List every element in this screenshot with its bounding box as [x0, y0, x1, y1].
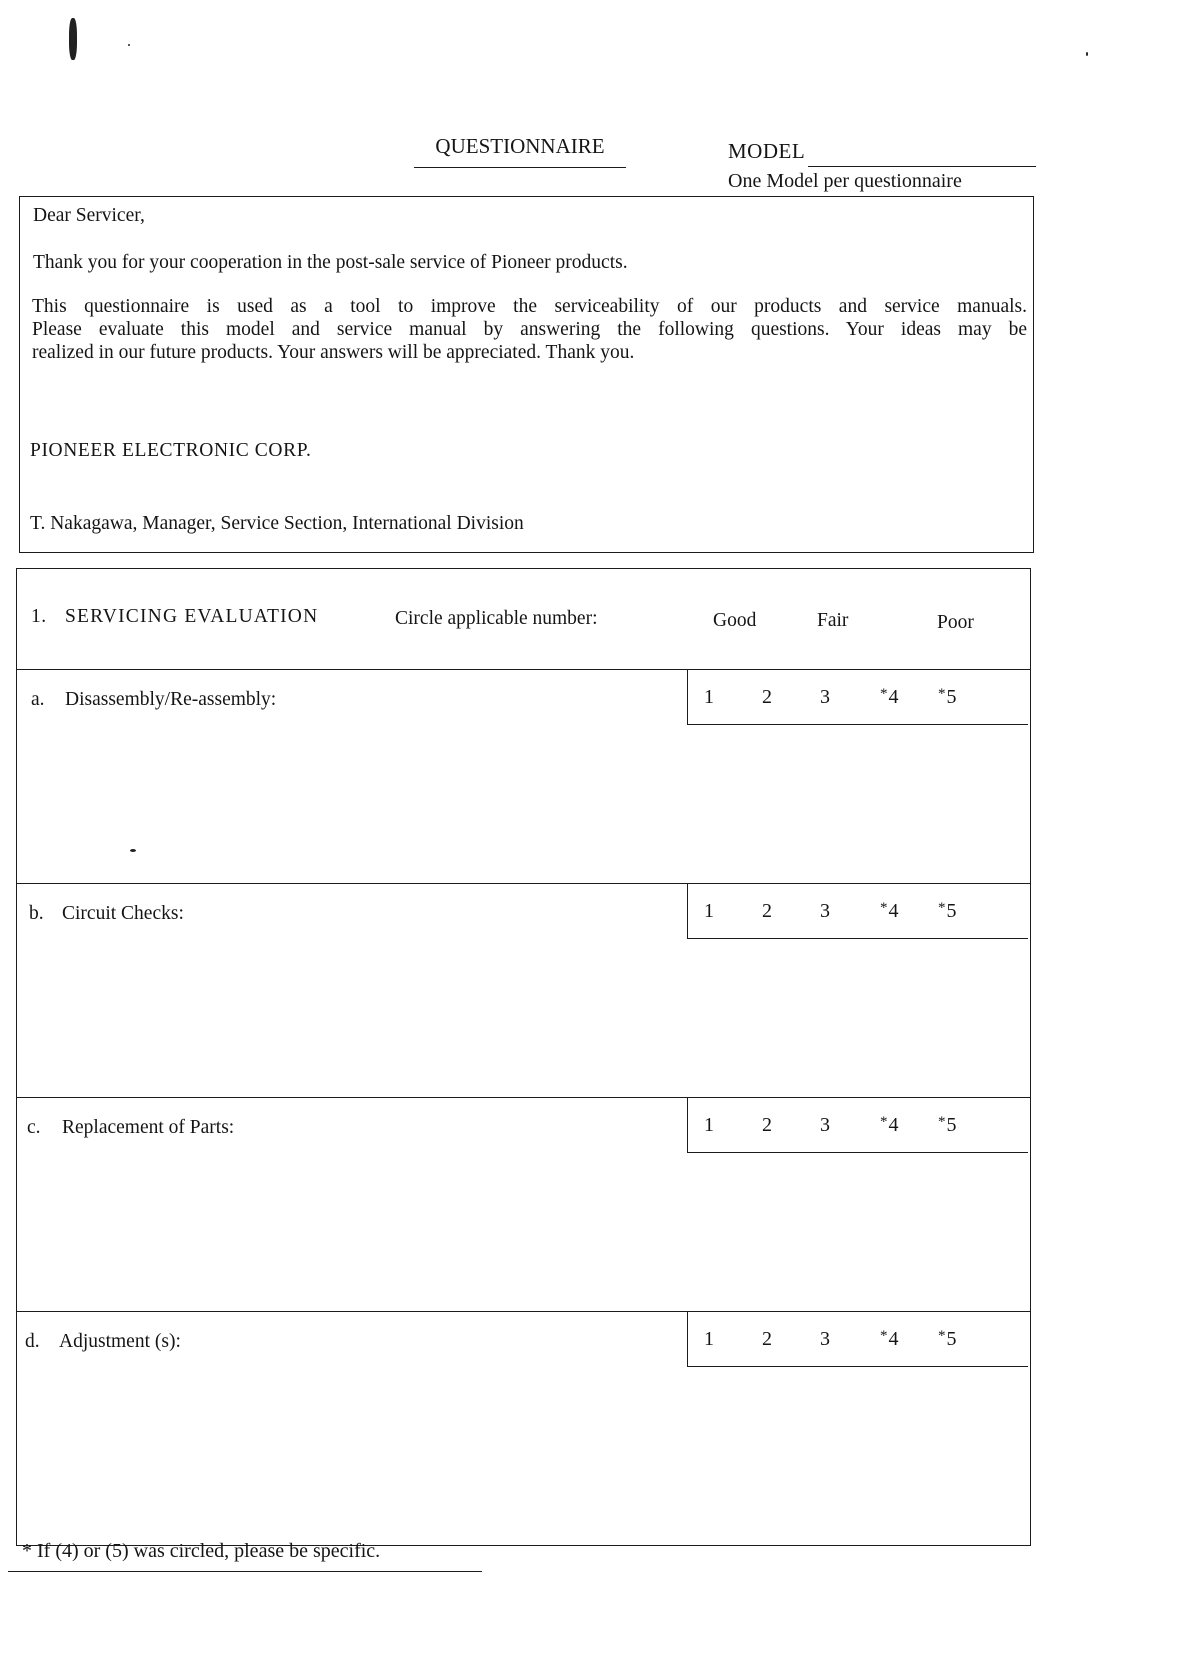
rating-option-1[interactable]: 1	[704, 1114, 714, 1136]
letter-body-line: realized in our future products. Your answers will be appreciated. Thank you.	[32, 342, 635, 363]
footnote: * If (4) or (5) was circled, please be specific.	[8, 1540, 482, 1572]
item-letter: c.	[27, 1117, 41, 1138]
rating-option-3[interactable]: 3	[820, 686, 830, 708]
rating-box-replacement-of-parts	[687, 1098, 1028, 1153]
letter-body-line: This questionnaire is used as a tool to improve the serviceability of our products and service manuals.	[32, 296, 1027, 317]
rating-option-2[interactable]: 2	[762, 1114, 772, 1136]
letter-box	[19, 196, 1034, 553]
rating-option-5-value: 5	[946, 1114, 957, 1136]
model-note: One Model per questionnaire	[728, 170, 962, 192]
rating-box-adjustment	[687, 1312, 1028, 1367]
asterisk-mark: *	[880, 686, 888, 702]
rating-option-5[interactable]	[938, 1114, 957, 1137]
letter-body	[32, 295, 1027, 364]
rating-box-circuit-checks	[687, 884, 1028, 939]
rating-option-5-value: 5	[946, 900, 957, 922]
rating-option-2[interactable]: 2	[762, 1328, 772, 1350]
item-label-adjustment: Adjustment (s):	[59, 1331, 181, 1352]
item-letter: d.	[25, 1331, 40, 1352]
model-label: MODEL	[728, 139, 806, 163]
model-field-line[interactable]	[808, 166, 1036, 167]
scale-fair: Fair	[817, 610, 849, 631]
scale-poor: Poor	[937, 612, 974, 633]
rating-option-4[interactable]	[880, 900, 899, 923]
rating-option-5-value: 5	[946, 1328, 957, 1350]
rating-option-1[interactable]: 1	[704, 686, 714, 708]
rating-option-4-value: 4	[888, 686, 899, 708]
item-letter: b.	[29, 903, 44, 924]
asterisk-mark: *	[938, 1114, 946, 1130]
asterisk-mark: *	[938, 1328, 946, 1344]
asterisk-mark: *	[938, 686, 946, 702]
scan-speck	[69, 18, 77, 60]
rating-option-5[interactable]	[938, 1328, 957, 1351]
rating-option-1[interactable]: 1	[704, 1328, 714, 1350]
item-label-disassembly: Disassembly/Re-assembly:	[65, 689, 277, 710]
rating-option-2[interactable]: 2	[762, 900, 772, 922]
rating-option-2[interactable]: 2	[762, 686, 772, 708]
instruction-text: Circle applicable number:	[395, 608, 598, 629]
item-label-circuit-checks: Circuit Checks:	[62, 903, 184, 924]
evaluation-box	[16, 568, 1031, 1546]
asterisk-mark: *	[880, 1114, 888, 1130]
rating-option-4[interactable]	[880, 1328, 899, 1351]
rating-option-4[interactable]	[880, 686, 899, 709]
asterisk-mark: *	[938, 900, 946, 916]
rating-option-5[interactable]	[938, 900, 957, 923]
scan-speck	[1086, 52, 1088, 56]
rating-option-3[interactable]: 3	[820, 1114, 830, 1136]
rating-option-1[interactable]: 1	[704, 900, 714, 922]
rating-box-disassembly	[687, 670, 1028, 725]
signatory: T. Nakagawa, Manager, Service Section, International Division	[30, 513, 524, 534]
asterisk-mark: *	[880, 900, 888, 916]
rating-option-3[interactable]: 3	[820, 900, 830, 922]
company-name: PIONEER ELECTRONIC CORP.	[30, 440, 312, 461]
rating-option-4-value: 4	[888, 1114, 899, 1136]
scale-good: Good	[713, 610, 757, 631]
rating-option-4[interactable]	[880, 1114, 899, 1137]
rating-option-4-value: 4	[888, 1328, 899, 1350]
rating-option-5-value: 5	[946, 686, 957, 708]
section-number: 1.	[31, 606, 47, 627]
page-title: QUESTIONNAIRE	[414, 134, 626, 168]
letter-body-line: Please evaluate this model and service manual by answering the following questions. Your ideas may be	[32, 319, 1027, 340]
item-letter: a.	[31, 689, 45, 710]
rating-option-5[interactable]	[938, 686, 957, 709]
rating-option-3[interactable]: 3	[820, 1328, 830, 1350]
item-label-replacement-of-parts: Replacement of Parts:	[62, 1117, 235, 1138]
section-heading: SERVICING EVALUATION	[65, 606, 319, 627]
salutation: Dear Servicer,	[33, 205, 145, 226]
thanks-text: Thank you for your cooperation in the post-sale service of Pioneer products.	[33, 252, 628, 273]
rating-option-4-value: 4	[888, 900, 899, 922]
scan-speck	[128, 44, 130, 46]
asterisk-mark: *	[880, 1328, 888, 1344]
